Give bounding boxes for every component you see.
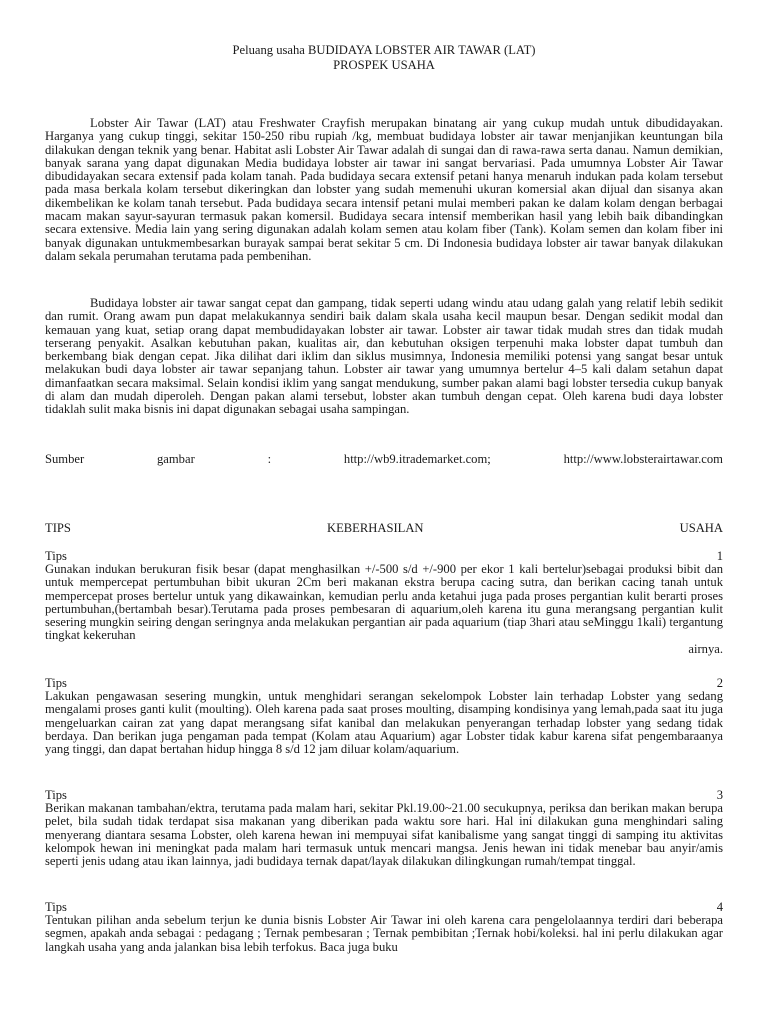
- tip-header: [45, 549, 723, 563]
- source-colon: :: [267, 452, 272, 466]
- tip-block-3: [45, 788, 723, 868]
- tip-block-4: [45, 900, 723, 954]
- tips-section-heading: [45, 521, 723, 535]
- tip-text: Tentukan pilihan anda sebelum terjun ke dunia bisnis Lobster Air Tawar ini oleh karena cara pengelolaannya terdiri dari beberapa segmen, apakah anda sebagai : pedagang ; Ternak pembesaran ; Ternak pembibitan ;Ternak hobi/koleksi. hal ini perlu dilakukan agar langkah usaha yang anda jalankan bisa lebih terfokus. Baca juga buku: [45, 913, 723, 954]
- document-subtitle: PROSPEK USAHA: [333, 58, 435, 72]
- tip-header: [45, 900, 723, 914]
- second-paragraph: [45, 297, 723, 417]
- paragraph-text: Budidaya lobster air tawar sangat cepat dan gampang, tidak seperti udang windu atau udang galah yang relatif lebih sedikit dan rumit. Orang awam pun dapat melakukannya sendiri baik dalam skala usaha kecil maupun besar. Dengan sedikit modal dan kemauan yang kuat, setiap orang dapat membudidayakan lobster air tawar. Lobster air tawar tidak mudah stres dan tidak mudah terserang penyakit. Asalkan kebutuhan pakan, kualitas air, dan kebutuhan oksigen terpenuhi maka lobster dapat tumbuh dan berkembang biak dengan cepat. Jika dilihat dari iklim dan siklus musimnya, Indonesia memiliki potensi yang sangat besar untuk melakukan budi daya lobster air tawar sepanjang tahun. Lobster air tawar yang umumnya bertelur 4–5 kali dalam setahun dapat dimanfaatkan secara maksimal. Selain kondisi iklim yang sangat mendukung, sumber pakan alami bagi lobster tersedia cukup banyak di alam dan mudah diperoleh. Dengan pakan alami tersebut, lobster akan tumbuh dengan cepat. Oleh karena budi daya lobster tidaklah sulit maka bisnis ini dapat digunakan sebagai usaha sampingan.: [45, 296, 723, 417]
- tip-label: Tips: [45, 788, 67, 802]
- intro-paragraph: [45, 117, 723, 263]
- heading-word: KEBERHASILAN: [326, 521, 424, 535]
- heading-word: TIPS: [45, 521, 71, 535]
- tip-block-2: [45, 676, 723, 756]
- tip-label: Tips: [45, 676, 67, 690]
- tip-header: [45, 788, 723, 802]
- tip-text: Berikan makanan tambahan/ektra, terutama pada malam hari, sekitar Pkl.19.00~21.00 secukupnya, periksa dan berikan makan berupa pelet, bila sudah tidak terdapat sisa makanan yang diberikan pada waktu sore hari. Hal ini dilakukan guna menghindari saling menyerang diantara sesama Lobster, oleh karena hewan ini mempuyai sifat kanibalisme yang sangat tinggi di samping itu aktivitas kelompok hewan ini meningkat pada malam hari termasuk untuk mencari mangsa. Jenis hewan ini tidak menebar bau anyir/amis seperti jenis udang atau ikan lainnya, jadi budidaya ternak dapat/layak dilakukan dilingkungan rumah/tempat tinggal.: [45, 801, 723, 869]
- source-link-1[interactable]: http://wb9.itrademarket.com;: [343, 452, 491, 466]
- tip-block-1: [45, 549, 723, 656]
- image-source-line: [45, 452, 723, 466]
- source-word: gambar: [157, 452, 195, 466]
- heading-word: USAHA: [679, 521, 723, 535]
- tip-header: [45, 676, 723, 690]
- tip-text: Gunakan indukan berukuran fisik besar (dapat menghasilkan +/-500 s/d +/-900 per ekor 1 kali bertelur)sebagai produksi bibit dan untuk mempercepat pertumbuhan bibit ukuran 2Cm beri makanan ekstra berupa cacing sutra, dan berikan cacing tanah untuk mempercepat proses bertelur untuk yang dikawainkan, kemudian perlu anda ketahui juga pada proses pergantian kulit berarti proses pertumbuhan,(bertambah besar).Terutama pada proses pembesaran di aquarium,oleh karena itu guna merangsang pergantian kulit sesering mungkin seiring dengan seringnya anda melakukan pergantian air pada aquarium (tiap 3hari atau seMinggu 1kali) tergantung tingkat kekeruhan: [45, 562, 723, 643]
- tip-number: 1: [716, 549, 723, 563]
- tip-text: Lakukan pengawasan sesering mungkin, untuk menghidari serangan sekelompok Lobster lain terhadap Lobster yang sedang mengalami proses ganti kulit (moulting). Oleh karena pada saat proses moulting, disamping kondisinya yang lemah,pada saat itu juga mengeluarkan cairan zat yang dapat merangsang sifat kanibal dan melakukan penyerangan terhadap lobster yang sedang tidak berdaya. Dan berikan juga pengaman pada tempat (Kolam atau Aquarium) agar Lobster tidak kabur karena sifat pengembaraanya yang tinggi, dan dapat bertahan hidup hingga 8 s/d 12 jam diluar kolam/aquarium.: [45, 689, 723, 757]
- tip-number: 3: [716, 788, 723, 802]
- source-link-2[interactable]: http://www.lobsterairtawar.com: [563, 452, 723, 466]
- paragraph-text: Lobster Air Tawar (LAT) atau Freshwater Crayfish merupakan binatang air yang cukup mudah untuk dibudidayakan. Harganya yang cukup tinggi, sekitar 150-250 ribu rupiah /kg, membuat budidaya lobster air tawar menjanjikan keuntungan bila dilakukan dengan teknik yang benar. Habitat asli Lobster Air Tawar adalah di sungai dan di rawa-rawa serta danau. Namun demikian, banyak sarana yang dapat digunakan Media budidaya lobster air tawar ini sangat bervariasi. Pada umumnya Lobster Air Tawar dibudidayakan secara extensif pada kolam tanah. Pada budidaya secara extensif petani hanya menaruh indukan pada kolam tersebut pada masa berkala kolam tersebut dikeringkan dan lobster yang sudah memenuhi ukuran komersial akan dijual dan sisanya akan dikembelikan ke kolam tanah tersebut. Pada budidaya secara intensif petani mulai memberi pakan ke dalam kolam dengan berbagai macam makan sayur-sayuran termasuk pakan komersil. Budidaya secara intensif memberikan hasil yang lebih baik dibandingkan secara extensive. Media lain yang sering digunakan adalah kolam semen atau kolam fiber (Tank). Kolam semen dan kolam fiber ini banyak digunakan untukmembesarkan burayak sampai berat sekitar 5 cm. Di Indonesia budidaya lobster air tawar banyak dilakukan dalam sekala perumahan terutama pada pembenihan.: [45, 116, 723, 263]
- tip-label: Tips: [45, 900, 67, 914]
- tip-number: 2: [716, 676, 723, 690]
- tip-text-end: airnya.: [688, 641, 723, 656]
- source-label: Sumber: [45, 452, 85, 466]
- document-title: Peluang usaha BUDIDAYA LOBSTER AIR TAWAR (LAT): [232, 43, 536, 57]
- tip-label: Tips: [45, 549, 67, 563]
- tip-number: 4: [716, 900, 723, 914]
